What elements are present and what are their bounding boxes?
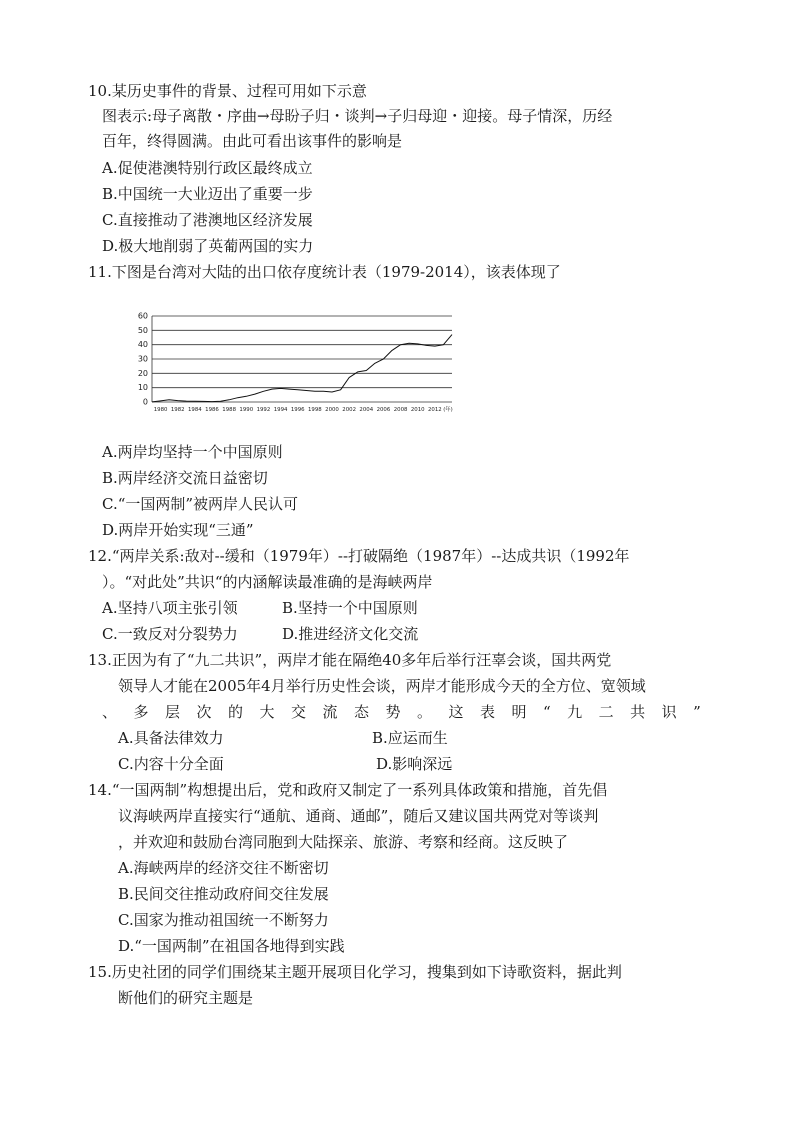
- y-tick-label: 20: [137, 368, 148, 378]
- x-tick-label: 1982: [170, 407, 185, 413]
- q14-option-b: B.民间交往推动政府间交往发展: [118, 885, 329, 903]
- x-tick-label: 2008: [393, 407, 408, 413]
- q10-stem-line1: 10.某历史事件的背景、过程可用如下示意: [88, 82, 367, 100]
- q13-stem-line3: 、多层次的大交流态势。这表明“九二共识”: [102, 703, 718, 721]
- x-tick-label: 1994: [273, 407, 288, 413]
- q12-stem-line2: ）。“对此处”共识“的内涵解读最准确的是海峡两岸: [102, 573, 433, 591]
- q11-option-a: A.两岸均坚持一个中国原则: [102, 443, 283, 461]
- q15-stem-line2: 断他们的研究主题是: [118, 989, 254, 1007]
- y-tick-labels: [138, 312, 148, 407]
- q10-option-a: A.促使港澳特别行政区最终成立: [102, 159, 313, 177]
- y-tick-label: 40: [137, 340, 148, 350]
- q14-option-a: A.海峡两岸的经济交往不断密切: [118, 859, 329, 877]
- q10-stem-line3: 百年，终得圆满。由此可看出该事件的影响是: [102, 132, 403, 150]
- x-tick-label: 1986: [205, 407, 219, 413]
- q11-option-c: C.“一国两制”被两岸人民认可: [102, 495, 299, 513]
- q13-option-b: B.应运而生: [372, 729, 448, 747]
- q13-stem-line1: 13.正因为有了“九二共识”，两岸才能在隔绝40多年后举行汪辜会谈，国共两党: [88, 651, 612, 669]
- x-tick-label: 1998: [307, 407, 322, 413]
- y-tick-label: 50: [137, 325, 148, 335]
- q14-option-c: C.国家为推动祖国统一不断努力: [118, 911, 329, 929]
- q13-option-d: D.影响深远: [376, 755, 453, 773]
- export-dependency-chart: [130, 310, 460, 418]
- q12-option-a: A.坚持八项主张引领: [102, 599, 238, 617]
- q12-option-c: C.一致反对分裂势力: [102, 625, 238, 643]
- q13-stem-line2: 领导人才能在2005年4月举行历史性会谈，两岸才能形成今天的全方位、宽领域: [118, 677, 646, 695]
- q11-option-b: B.两岸经济交流日益密切: [102, 469, 268, 487]
- x-tick-label: 1990: [239, 407, 254, 413]
- q12-option-b: B.坚持一个中国原则: [282, 599, 418, 617]
- x-tick-label: 2006: [376, 407, 391, 413]
- x-tick-label: 1992: [256, 407, 271, 413]
- chart-gridlines: [152, 316, 452, 388]
- q12-stem-line1: 12.“两岸关系:敌对--缓和（1979年）--打破隔绝（1987年）--达成共识（1992年: [88, 547, 630, 565]
- x-tick-label: 1980: [153, 407, 168, 413]
- q14-stem-line1: 14.“一国两制”构想提出后，党和政府又制定了一系列具体政策和措施，首先倡: [88, 781, 608, 799]
- q10-stem-line2: 图表示:母子离散・序曲→母盼子归・谈判→子归母迎・迎接。母子情深，历经: [102, 107, 613, 125]
- q10-option-b: B.中国统一大业迈出了重要一步: [102, 185, 313, 203]
- x-tick-label: 2010: [410, 407, 425, 413]
- q14-option-d: D.“一国两制”在祖国各地得到实践: [118, 937, 345, 955]
- x-axis-unit-label: (年): [443, 407, 453, 413]
- x-tick-label: 2012: [427, 407, 442, 413]
- x-tick-labels: [154, 405, 453, 413]
- x-tick-label: 1996: [290, 407, 305, 413]
- q12-option-d: D.推进经济文化交流: [282, 625, 419, 643]
- q10-option-d: D.极大地削弱了英葡两国的实力: [102, 237, 314, 255]
- x-tick-label: 2000: [325, 407, 339, 413]
- y-tick-label: 60: [137, 311, 148, 321]
- y-tick-label: 30: [137, 354, 148, 364]
- q14-stem-line3: ，并欢迎和鼓励台湾同胞到大陆探亲、旅游、考察和经商。这反映了: [118, 833, 569, 851]
- q11-stem: 11.下图是台湾对大陆的出口依存度统计表（1979-2014），该表体现了: [88, 263, 561, 281]
- q13-option-a: A.具备法律效力: [118, 729, 224, 747]
- x-tick-label: 2004: [359, 407, 374, 413]
- q13-option-c: C.内容十分全面: [118, 755, 224, 773]
- q10-option-c: C.直接推动了港澳地区经济发展: [102, 211, 313, 229]
- q15-stem-line1: 15.历史社团的同学们围绕某主题开展项目化学习，搜集到如下诗歌资料，据此判: [88, 963, 622, 981]
- y-tick-label: 10: [137, 383, 148, 393]
- q14-stem-line2: 议海峡两岸直接实行“通航、通商、通邮”，随后又建议国共两党对等谈判: [118, 807, 599, 825]
- x-tick-label: 2002: [342, 407, 357, 413]
- x-tick-label: 1988: [222, 407, 237, 413]
- y-tick-label: 0: [142, 397, 148, 407]
- x-tick-label: 1984: [187, 407, 202, 413]
- q11-option-d: D.两岸开始实现“三通”: [102, 521, 254, 539]
